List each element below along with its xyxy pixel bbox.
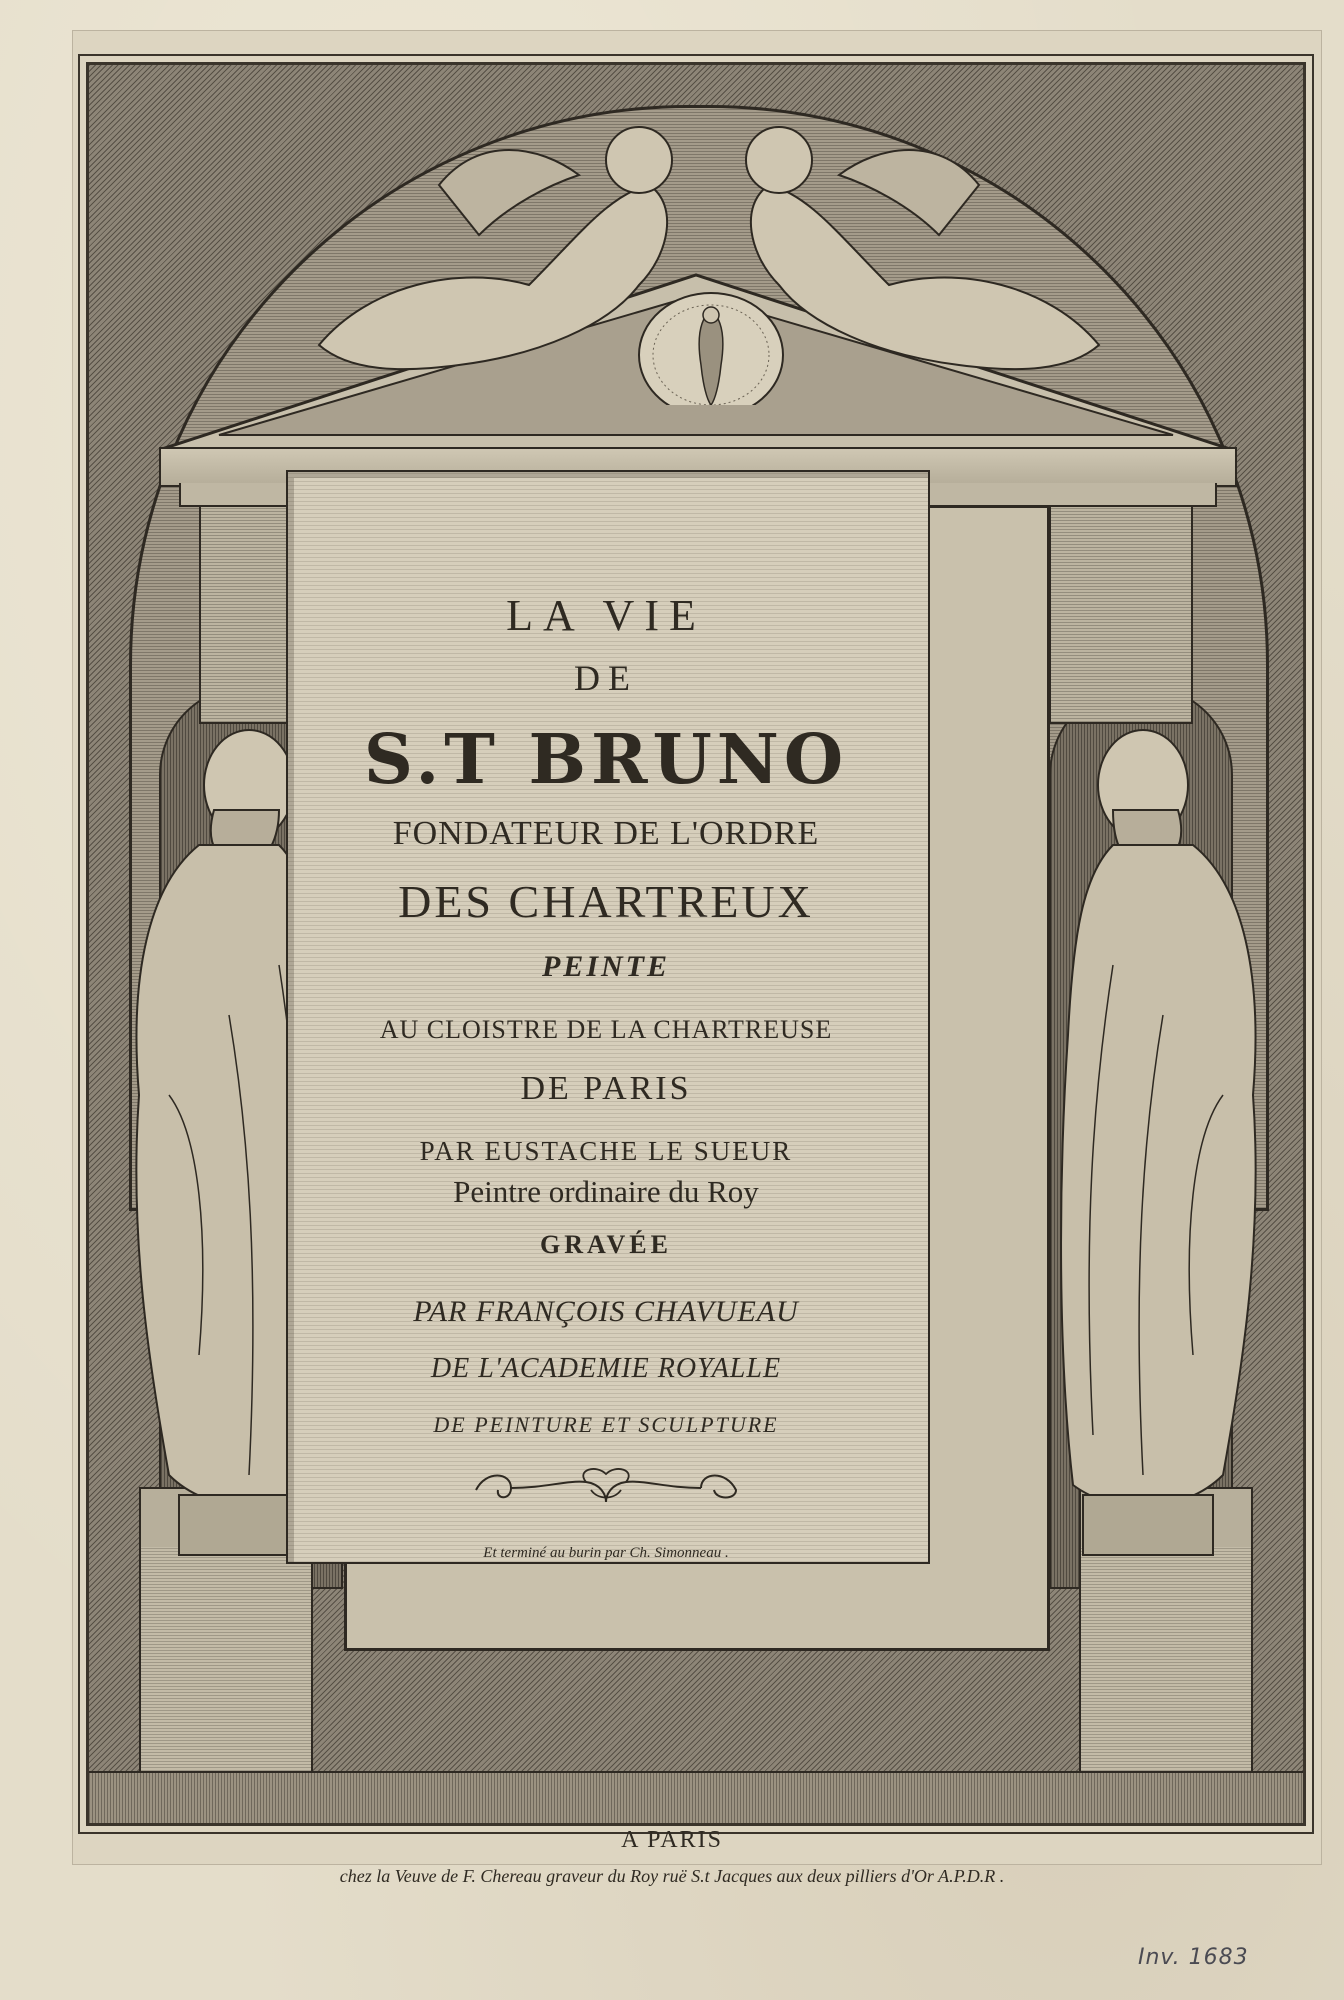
- title-inscription: [286, 470, 926, 1560]
- title-line-gravee: GRAVÉE: [540, 1230, 672, 1259]
- title-line-cloistre: AU CLOISTRE DE LA CHARTREUSE: [379, 1015, 833, 1044]
- right-pillar: [1049, 505, 1193, 724]
- imprint-place: A PARIS: [621, 1827, 723, 1853]
- title-line-la-vie: LA VIE: [506, 591, 706, 640]
- cherubs-with-medallion: [279, 115, 1139, 405]
- ground-line: [89, 1771, 1303, 1823]
- title-line-de: DE: [574, 658, 638, 698]
- title-line-le-sueur: PAR EUSTACHE LE SUEUR: [419, 1136, 793, 1166]
- title-line-st-bruno: S.T BRUNO: [363, 720, 849, 800]
- title-line-chartreux: DES CHARTREUX: [398, 876, 814, 927]
- title-line-peinture-sculpture: DE PEINTURE ET SCULPTURE: [433, 1412, 779, 1437]
- madonna-medallion: [639, 293, 783, 405]
- inventory-number: Inv. 1683: [1138, 1945, 1249, 1970]
- flourish-ornament: [466, 1460, 746, 1520]
- title-line-academie: DE L'ACADEMIE ROYALLE: [430, 1353, 782, 1384]
- title-line-chavueau: PAR FRANÇOIS CHAVUEAU: [413, 1295, 799, 1328]
- imprint-publisher: chez la Veuve de F. Chereau graveur du Roy ruë S.t Jacques aux deux pilliers d'Or A.P.D.R .: [339, 1866, 1005, 1886]
- title-line-peinte: PEINTE: [541, 950, 670, 983]
- title-line-fondateur: FONDATEUR DE L'ORDRE: [392, 815, 820, 852]
- engraver-credit: Et terminé au burin par Ch. Simonneau .: [483, 1545, 729, 1561]
- right-saint-figure: [1053, 715, 1283, 1585]
- title-line-peintre-du-roy: Peintre ordinaire du Roy: [453, 1174, 759, 1209]
- title-line-de-paris: DE PARIS: [520, 1070, 692, 1107]
